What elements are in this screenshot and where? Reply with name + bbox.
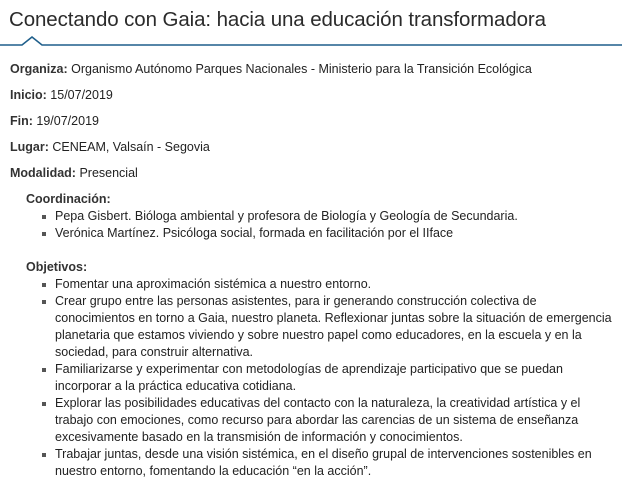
- list-item-text: Pepa Gisbert. Bióloga ambiental y profesora de Biología y Geología de Secundaria.: [55, 209, 518, 223]
- objetivos-section: [26, 259, 616, 480]
- objetivos-heading: Objetivos:: [26, 260, 88, 274]
- list-item-text: Fomentar una aproximación sistémica a nuestro entorno.: [55, 277, 372, 291]
- page-title: Conectando con Gaia: hacia una educación transformadora: [9, 8, 546, 31]
- field-value: CENEAM, Valsaín - Segovia: [52, 140, 210, 154]
- field-lugar: [10, 139, 616, 165]
- list-item: [40, 395, 616, 446]
- field-label: Fin:: [10, 114, 33, 128]
- list-item: [40, 208, 616, 225]
- field-value: Organismo Autónomo Parques Nacionales - Ministerio para la Transición Ecológica: [71, 62, 532, 76]
- field-fin: [10, 113, 616, 139]
- list-item: [40, 361, 616, 395]
- page-header: [0, 0, 622, 48]
- list-item-text: Crear grupo entre las personas asistentes, para ir generando construcción colectiva de conocimientos en torno a Gaia, nuestro planeta. Reflexionar juntas sobre la situación de emergencia planetaria que estamos viviendo y sobre nuestro papel como educadores, en la escuela y en la sociedad, para construir alternativa.: [55, 294, 612, 359]
- field-value: 19/07/2019: [36, 114, 99, 128]
- square-bullet-icon: [42, 402, 46, 406]
- coordinacion-section: [26, 191, 616, 242]
- square-bullet-icon: [42, 300, 46, 304]
- square-bullet-icon: [42, 283, 46, 287]
- list-item-text: Verónica Martínez. Psicóloga social, formada en facilitación por el IIface: [55, 226, 454, 240]
- objetivos-list: [26, 276, 616, 480]
- square-bullet-icon: [42, 215, 46, 219]
- coordinacion-list: [26, 208, 616, 242]
- list-item-text: Explorar las posibilidades educativas del contacto con la naturaleza, la creatividad artística y el trabajo con emociones, como recurso para abordar las carencias de un sistema de enseñanza excesivamente basado en la transmisión de información y conocimientos.: [55, 396, 581, 444]
- field-value: Presencial: [79, 166, 138, 180]
- list-item: [40, 276, 616, 293]
- coordinacion-heading: Coordinación:: [26, 192, 111, 206]
- list-item: [40, 446, 616, 480]
- square-bullet-icon: [42, 453, 46, 457]
- list-item-text: Familiarizarse y experimentar con metodologías de aprendizaje participativo que se puedan incorporar a la práctica educativa cotidiana.: [55, 362, 563, 393]
- field-label: Lugar:: [10, 140, 49, 154]
- field-label: Inicio:: [10, 88, 47, 102]
- field-value: 15/07/2019: [50, 88, 113, 102]
- course-details: [10, 61, 616, 480]
- field-label: Modalidad:: [10, 166, 76, 180]
- list-item-text: Trabajar juntas, desde una visión sistémica, en el diseño grupal de intervenciones sostenibles en nuestro entorno, fomentando la educación “en la acción”.: [55, 447, 592, 478]
- field-organiza: [10, 61, 616, 87]
- title-underline-icon: [0, 34, 622, 48]
- square-bullet-icon: [42, 232, 46, 236]
- list-item: [40, 225, 616, 242]
- field-modalidad: [10, 165, 616, 191]
- list-item: [40, 293, 616, 361]
- field-label: Organiza:: [10, 62, 68, 76]
- square-bullet-icon: [42, 368, 46, 372]
- field-inicio: [10, 87, 616, 113]
